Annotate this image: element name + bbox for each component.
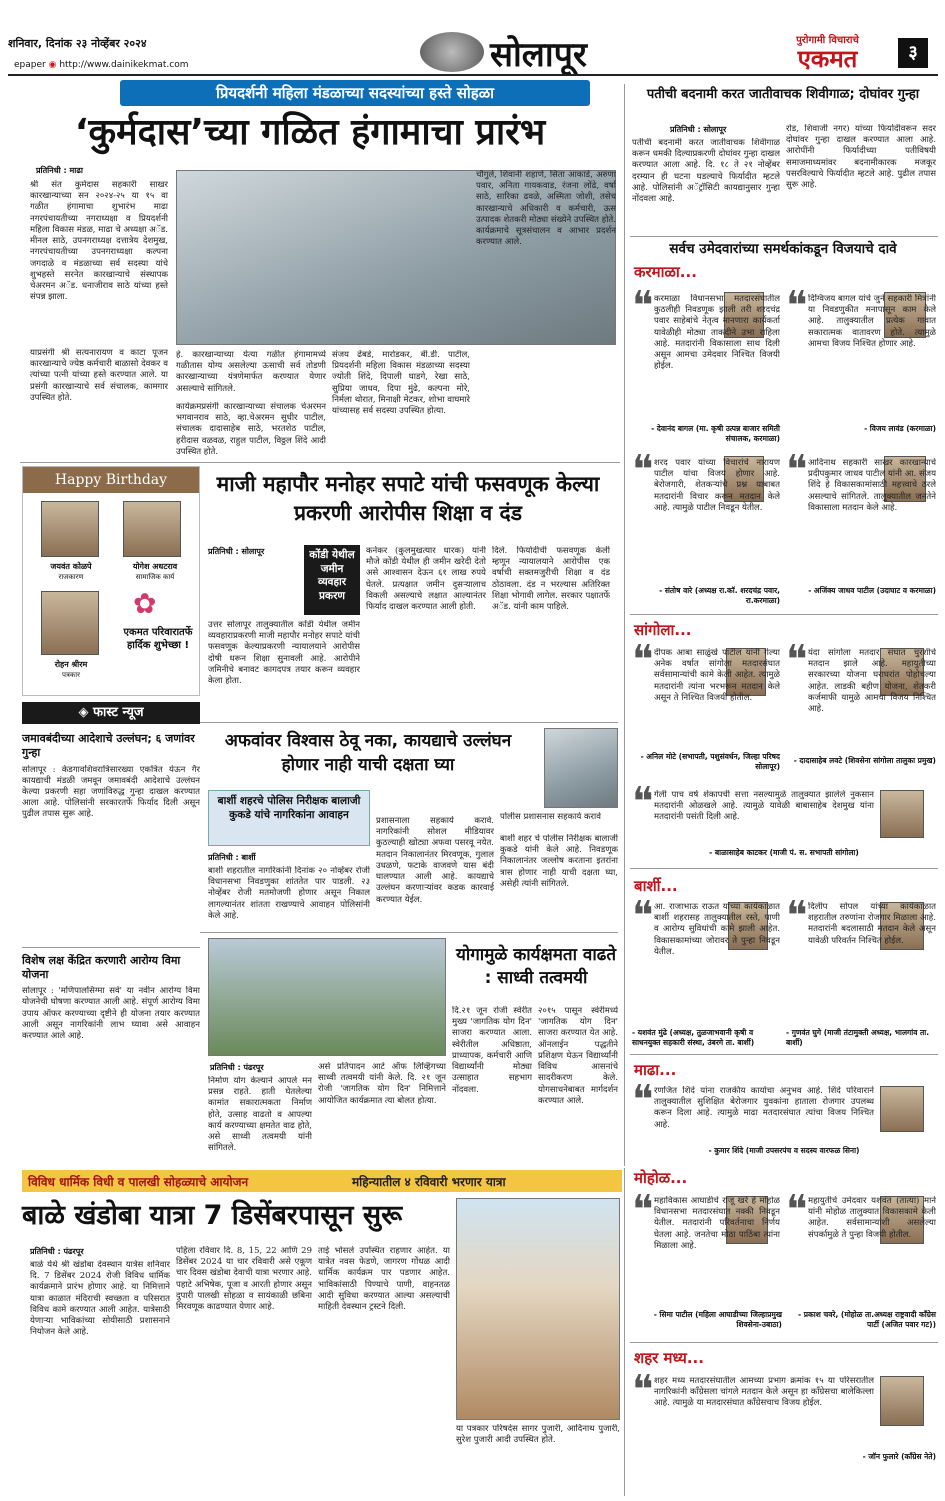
- region-label-madha: माढा...: [634, 1061, 677, 1079]
- claim-madha-1-by: - कुमार शिंदे (माजी उपसरपंच व सदस्य वारफळ सिना): [708, 1146, 860, 1155]
- rumor-photo-caption: पोलीस प्रशासनास सहकार्य करावे: [500, 812, 601, 822]
- rumor-headline: अफवांवर विश्वास ठेवू नका, कायद्याचे उल्लंघन होणार नाही याची दक्षता घ्या: [224, 731, 512, 775]
- defraud-col1: उत्तर सोलापूर तालुक्यातील कोंडी येथील जमीन व्यवहाराप्रकरणी माजी महापौर मनोहर सपाटे यांची फसवणूक केल्याप्रकरणी न्यायालयाने आरोपीस दोषी धरून शिक्षा सुनावली आहे. आरोपीने जमिनीचे बनावट कागदपत्र तयार करून व्यवहार केला होता.: [208, 620, 360, 687]
- region-divider: [630, 614, 938, 615]
- yoga-photo: [208, 938, 446, 1056]
- khandoba-col1: बाळे येथे श्री खंडोबा देवस्थान यात्रेस शनिवार दि. 7 डिसेंबर 2024 रोजी विविध धार्मिक कार्यक्रमाने प्रारंभ होणार आहे. या निमित्ताने यात्रा काळात मंदिराची स्वच्छता व परिसरात विविध कामे करण्यात आली आहेत. यात्रेसाठी येणाऱ्या भाविकांच्या सोयीसाठी प्रशासनाने नियोजन केले आहे.: [30, 1260, 170, 1338]
- claim-mohol-1-by: - सिमा पाटील (महिला आघाडीच्या जिल्हाप्रमुख शिवसेना-उबाठा): [653, 1310, 782, 1329]
- fast-news-column: [22, 702, 200, 1282]
- avatar: [123, 501, 181, 557]
- yoga-col4: २०१५ पासून स्वेरीमध्ये 'जागतिक योग दिन' साजरा करण्यात येत आहे. ऑनलाईन पद्धतीने प्रशिक्षण घेऊन विद्यार्थ्यांनी विविध आसनांचे सादरीकरण केले. योगसाधनेबाबत मार्गदर्शन करण्यात आले.: [538, 1006, 618, 1106]
- quote-icon: ❝: [632, 283, 654, 329]
- claim-mohol-2: महायुतीचे उमेदवार यशवंत (तात्या) माने यांनी मोहोळ तालुक्यात विकासकामे केली आहेत. सर्वसामान्यांशी असलेल्या संपर्कामुळे ते पुन्हा विजयी होतील.: [808, 1196, 936, 1240]
- right-column-rule-bottom: [624, 1168, 625, 1496]
- lead-headline: ‘कुर्मदास’च्या गळित हंगामाचा प्रारंभ: [74, 112, 546, 153]
- right-column-rule: [624, 84, 625, 1166]
- claims-headline: सर्वच उमेदवारांच्या समर्थकांकडून विजयाचे दावे: [669, 241, 897, 257]
- lead-credit: प्रतिनिधी : माढा: [36, 166, 83, 175]
- masthead: [0, 0, 945, 80]
- birthday-title: Happy Birthday: [23, 467, 199, 493]
- defraud-headline: माजी महापौर मनोहर सपाटे यांची फसवणूक केल्या प्रकरणी आरोपीस शिक्षा व दंड: [216, 472, 600, 526]
- region-divider: [630, 868, 938, 869]
- quote-icon: ❝: [632, 1367, 654, 1413]
- lead-col2: हे. कारखान्याच्या येत्या गळीत हंगामामध्ये गळीतास योग्य असलेल्या ऊसाची सर्व तोडणी कारखान्याच्या यंत्रणेमार्फत करण्यात येणार असल्याचे सांगितले.: [176, 350, 326, 394]
- brand-tagline: पुरोगामी विचाराचे: [796, 35, 859, 46]
- claim-karmala-1-by: - देवानंद बागल (मा. कृषी उत्पन्न बाजार समिती संचालक, करमाळा): [651, 424, 780, 443]
- epaper-line[interactable]: epaper ◉ http://www.dainikekmat.com: [14, 60, 189, 70]
- claim-karmala-4: आदिनाथ सहकारी साखर कारखान्याचे प्रदीपकुमार जाधव पाटील यांनी आ. संजय शिंदे हे विकासकामांसाठी महत्त्वाचे ठरले असल्याचे सांगितले. तालुक्यातील जनतेने विकासाला मतदान केले आहे.: [808, 458, 936, 513]
- lead-col1: श्री संत कुर्मदास सहकारी साखर कारखान्याच्या सन २०२४-२५ या १५ वा गळीत हंगामाचा शुभारंभ माढा नगरपंचायतीच्या नगराध्यक्षा व प्रियदर्शनी महिला विकास मंडळ, माढा चे अध्यक्षा अॅड. मीनल साठे, उपनगराध्यक्ष दत्तात्रेय देशमुख, नगरपंचायतीच्या उपनगराध्यक्षा कल्पना जगदाळे व मंडळाच्या सर्व सदस्या यांचे शुभहस्ते सरनेत कारखान्याचे संस्थापक चेअरमन अॅड. धनाजीराव साठे यांच्या हस्ते संपन्न झाला.: [30, 180, 168, 303]
- claim-karmala-3: शरद पवार यांच्या विचारांचे नारायण पाटील यांचा विजय होणार आहे. बेरोजगारी, शेतकऱ्यांचे प्रश्न याबाबत मतदारांनी विचार करून मतदान केले आहे. त्यामुळे पाटील निवडून येतील.: [654, 458, 780, 513]
- brand-logo: एकमत: [797, 45, 858, 73]
- quote-icon: ❝: [786, 893, 808, 939]
- claim-karmala-1: करमाळा विधानसभा मतदारसंघातील कुठलीही निवडणूक झाली तरी शरदचंद्र पवार साहेबांचे नेतृत्व मानणारा कार्यकर्ता यावेळीही मोठ्या ताकदीने उभा राहिला आहे. मतदारांनी विकासाला साथ दिली असून आमचा उमेदवार निश्चित विजयी होईल.: [654, 294, 780, 372]
- yoga-credit: प्रतिनिधी : पंढरपूर: [210, 1063, 264, 1072]
- quote-icon: ❝: [632, 1187, 654, 1233]
- rumor-col1: बार्शी शहरातील नागरिकांनी दिनांक २० नोव्हेंबर रोजी विधानसभा निवडणुका शांततेत पार पाडली. २३ नोव्हेंबर रोजी मतमोजणी होणार असून निकाल लागल्यानंतर शांतता राखण्याचे आवाहन पोलिसांनी केले आहे.: [208, 866, 370, 921]
- defraud-col3: दिले. फिर्यादीची फसवणूक केली म्हणून न्यायालयाने आरोपीस एक वर्षाची सक्तमजुरीची शिक्षा व दंड ठोठावला. दंड न भरल्यास अतिरिक्त शिक्षा भोगावी लागेल. सरकार पक्षातर्फे अॅड. यांनी काम पाहिले.: [492, 546, 610, 613]
- birthday-box: [22, 466, 200, 696]
- claim-sangola-2-by: - दादासाहेब लवटे (शिवसेना सांगोला तालुका प्रमुख): [793, 756, 936, 765]
- avatar: [41, 591, 99, 655]
- defraud-divider: [200, 722, 618, 723]
- rumor-subbox-text: बार्शी शहरचे पोलिस निरीक्षक बालाजी कुकडे यांचे नागरिकांना आवाहन: [217, 795, 361, 821]
- quote-icon: ❝: [786, 1187, 808, 1233]
- birthday-role-3: पत्रकार: [62, 671, 80, 679]
- claim-shahar-1: शहर मध्य मतदारसंघातील आमच्या प्रभाग क्रमांक १५ या परिसरातील नागरिकांनी काँग्रेसला चांगले मतदान केले असून हा काँग्रेसचा बालेकिल्ला आहे. त्यामुळे या मतदारसंघात काँग्रेसचाच विजय होईल.: [654, 1376, 874, 1409]
- fast-news-head-1: जमावबंदीच्या आदेशाचे उल्लंघन; ६ जणांवर गुन्हा: [22, 732, 195, 760]
- right-top-credit: प्रतिनिधी : सोलापूर: [670, 125, 727, 134]
- brand-box: [765, 32, 890, 76]
- region-label-mohol: मोहोळ...: [634, 1169, 688, 1187]
- lead-kicker: प्रियदर्शनी महिला मंडळाच्या सदस्यांच्या हस्ते सोहळा: [216, 84, 494, 102]
- region-divider: [630, 1342, 938, 1343]
- claim-barshi-2-by: - गुणवंत घुगे (माजी तंटामुक्ती अध्यक्ष, भालगांव ता. बार्शी): [786, 1028, 930, 1047]
- epaper-url[interactable]: http://www.dainikekmat.com: [59, 60, 189, 70]
- claim-sangola-1: दीपक आबा साळुंखे पाटील यांनी गेल्या अनेक वर्षात सांगोला मतदारसंघात सर्वसामान्यांची कामे केली आहेत. त्यामुळे मतदारांनी त्यांना भरभरून मतदान केले असून ते निश्चित विजयी होतील.: [654, 648, 780, 703]
- rumor-col2: प्रशासनाला सहकार्य करावे. नागरिकांनी सोशल मीडियावर कुठल्याही खोट्या अफवा पसरवू नयेत. मतदान निकालानंतर मिरवणूक, गुलाल उधळणे, फटाके वाजवणे यास बंदी घालण्यात आली आहे. कायद्याचे उल्लंघन करणाऱ्यांवर कडक कारवाई करण्यात येईल.: [376, 816, 494, 905]
- tulip-icon: ✿: [133, 587, 157, 620]
- avatar: [41, 501, 99, 557]
- lead-col3: संजय ढेंबडे, मारोडकर, बी.डी. पाटील, प्रियदर्शनी महिला विकास मंडळाच्या सदस्या ज्योती शिंदे, दिपाली घाडगे, रेखा साठे, सुप्रिया जाधव, दिपा मुंढे, कल्पना मोरे, निर्मला थोरात, मिनाक्षी मेटकर, शोभा वाघमारे यांच्यासह सर्व सदस्या उपस्थित होत्या.: [332, 350, 470, 417]
- defraud-credit: प्रतिनिधी : सोलापूर: [208, 547, 265, 556]
- khandoba-photo-caption: या पत्रकार परिषदेस सागर पुजारी, आदिनाथ पुजारी, सुरेश पुजारी आदी उपस्थित होते.: [456, 1424, 620, 1446]
- lead-divider: [20, 462, 620, 463]
- yoga-headline: योगामुळे कार्यक्षमता वाढते : साध्वी तत्वमयी: [455, 945, 617, 988]
- quote-icon: ❝: [632, 447, 654, 493]
- banner-left: विविध धार्मिक विधी व पालखी सोहळ्याचे आयोजन: [28, 1175, 249, 1189]
- region-label-barshi: बार्शी...: [634, 877, 678, 895]
- birthday-role-1: राजकारण: [58, 573, 84, 581]
- section-banner: [22, 1170, 622, 1192]
- birthday-wish: एकमत परिवारातर्फे हार्दिक शुभेच्छा !: [123, 627, 193, 651]
- claim-shahar-1-by: - जॉन फुलारे (काँग्रेस नेते): [862, 1452, 936, 1461]
- lead-col1b: याप्रसंगी श्री सत्यनारायण व काटा पूजन कारखान्याचे ज्येष्ठ कर्मचारी बाळासो देवकर व त्यांच्या पत्नी यांच्या हस्ते करण्यात आले. या प्रसंगी कारखान्याचे सर्व संचालक, कामगार उपस्थित होते.: [30, 348, 168, 403]
- right-top-divider: [630, 236, 938, 237]
- claim-mohol-1: महाविकास आघाडीचे राजू खरे हे मोहोळ विधानसभा मतदारसंघात नक्की निवडून येतील. मतदारांनी परिवर्तनाचा निर्णय घेतला आहे. जनतेचा मोठा पाठिंबा त्यांना मिळाला आहे.: [654, 1196, 780, 1251]
- right-top-col2: रोड, शिवाजी नगर) यांच्या फिर्यादीवरून सदर दोघांवर गुन्हा दाखल करण्यात आला आहे. आरोपींनी फिर्यादीच्या पतीविषयी समाजमाध्यमांवर बदनामीकारक मजकूर पसरविल्याचे फिर्यादीत म्हटले आहे. पुढील तपास सुरू आहे.: [786, 124, 936, 191]
- quote-icon: ❝: [786, 637, 808, 683]
- quote-icon: ❝: [632, 1077, 654, 1123]
- lead-col2b: कार्यक्रमप्रसंगी कारखान्याच्या संचालक चेअरमन भगवानराव साठे, व्हा.चेअरमन सुधीर पाटील, संचालक दादासाहेब साठे, भरतशेठ पाटील, हरीदास वळवळ, राहुल पाटील, विठ्ठल शिंदे आदी उपस्थित होते.: [176, 402, 326, 457]
- yoga-col3: दि.२१ जून रोजी स्वेरीत मुख्य 'जागतिक योग दिन' साजरा करण्यात आला. स्वेरीतील अधिष्ठाता, प्राध्यापक, कर्मचारी आणि विद्यार्थ्यांनी मोठ्या उत्साहात सहभाग नोंदवला.: [452, 1006, 532, 1095]
- claim-barshi-1: आ. राजाभाऊ राऊत यांच्या कार्यकाळात बार्शी शहरासह तालुक्यातील रस्ते, पाणी व आरोग्य सुविधांची कामे झाली आहेत. विकासकामांच्या जोरावर ते पुन्हा निवडून येतील.: [654, 902, 780, 957]
- rumor-col3: बार्शी शहर चे पोलीस निरीक्षक बालाजी कुकडे यांनी केले आहे. निवडणूक निकालानंतर जल्लोष करताना इतरांना त्रास होणार नाही याची दक्षता घ्या, असेही त्यांनी सांगितले.: [500, 834, 618, 889]
- right-top-headline: पतीची बदनामी करत जातीवाचक शिवीगाळ; दोघांवर गुन्हा: [646, 87, 920, 102]
- khandoba-credit: प्रतिनिधी : पंढरपूर: [30, 1247, 84, 1256]
- claim-sangola-3: गेली पाच वर्ष शेकापची सत्ता नसल्यामुळे तालुक्यात झालेले नुकसान मतदारांनी ओळखले आहे. त्यामुळे यावेळी बाबासाहेब देशमुख यांना मतदारांनी पसंती दिली आहे.: [654, 790, 874, 823]
- quote-icon: ❝: [632, 893, 654, 939]
- khandoba-headline: बाळे खंडोबा यात्रा 7 डिसेंबरपासून सुरू: [22, 1200, 403, 1231]
- rumor-photo: [544, 728, 618, 808]
- right-top-col1: पतीची बदनामी करत जातीवाचक शिवीगाळ करून धमकी दिल्याप्रकरणी दोघांवर गुन्हा दाखल करण्यात आला आहे. दि. १८ ते २१ नोव्हेंबर दरम्यान ही घटना घडल्याचे फिर्यादीत म्हटले आहे. पोलिसांनी अॅट्रॉसिटी कायद्यानुसार गुन्हा नोंदवला आहे.: [632, 138, 780, 205]
- yoga-col2: असे प्रतिपादन आर्ट ऑफ लिव्हिंगच्या साध्वी तत्वमयी यांनी केले. दि. २१ जून रोजी 'जागतिक योग दिन' निमित्ताने आयोजित कार्यक्रमात त्या बोलत होत्या.: [318, 1062, 446, 1106]
- date-line: शनिवार, दिनांक २३ नोव्हेंबर २०२४: [8, 37, 147, 50]
- bell-icon: ◈: [78, 705, 93, 720]
- masthead-emblem-icon: [420, 32, 484, 72]
- fast-news-body-2: सोलापूर : 'मणिपालसिग्मा सर्व' या नवीन आरोग्य विमा योजनेची घोषणा करण्यात आली आहे. संपूर्ण आरोग्य विमा उपाय ऑफर करण्याच्या दृष्टीने ही योजना तयार करण्यात आली असून नागरिकांनी लाभ घ्यावा असे आवाहन करण्यात आले आहे.: [22, 986, 200, 1042]
- claim-barshi-1-by: - यशवंत मुंढे (अध्यक्ष, तुळजाभवानी कृषी व साधनयुक्त सहकारी संस्था, उंबरगे ता. बार्शी): [632, 1028, 755, 1047]
- birthday-role-2: सामाजिक कार्य: [135, 573, 175, 581]
- fast-news-body-1: सोलापूर : केडगावशिवरात्रिसारख्या एकत्रित येऊन गैर कायद्याची मंडळी जमवून जमावबंदी आदेशाचे उल्लंघन केल्या प्रकरणी सहा जणांविरुद्ध गुन्हा दाखल करण्यात आला आहे. पोलिसांनी सरकारतर्फे फिर्याद दिली असून पुढील तपास सुरू आहे.: [22, 764, 200, 820]
- avatar: [880, 1376, 924, 1426]
- defraud-box: [304, 545, 360, 615]
- claim-madha-1: रणजित शिंदे यांना राजकीय कार्याचा अनुभव आहे. शिंदे परिवाराने तालुक्यातील सुशिक्षित बेरोजगार युवकांना हाताला रोजगार उपलब्ध करून दिला आहे. त्यामुळे माढा मतदारसंघात त्यांचा विजय निश्चित आहे.: [654, 1086, 874, 1130]
- khandoba-col3: ताई भोसले उपस्थित राहणार आहेत. या यात्रेत नवस फेडणे, जागरण गोंधळ आदी धार्मिक कार्यक्रम पार पडणार आहेत. भाविकांसाठी पिण्याचे पाणी, वाहनतळ आदी सुविधा करण्यात आल्या असल्याची माहिती देवस्थान ट्रस्टने दिली.: [318, 1246, 450, 1313]
- lead-kicker-bar: [120, 80, 590, 106]
- avatar: [880, 1086, 924, 1132]
- rumor-divider: [200, 932, 618, 933]
- lead-col4: चौगुले, शिवानी शहाणे, सिता आकाडे, अरुणा पवार, अनिता गायकवाड, रंजना लोंढे, वर्षा साठे, सारिका ढवळे, अस्मिता जोशी, तसेच कारखान्याचे अधिकारी व कर्मचारी, ऊस उत्पादक शेतकरी मोठ्या संख्येने उपस्थित होते. कार्यक्रमाचे सूत्रसंचालन व आभार प्रदर्शन करण्यात आले.: [476, 170, 616, 248]
- quote-icon: ❝: [786, 447, 808, 493]
- fast-news-head-2: विशेष लक्ष केंद्रित करणारी आरोग्य विमा योजना: [22, 953, 181, 981]
- quote-icon: ❝: [632, 637, 654, 683]
- region-label-karmala: करमाळा...: [634, 263, 697, 281]
- region-label-shahar-madhya: शहर मध्य...: [634, 1349, 704, 1367]
- claim-karmala-2-by: - विजय लावंड (करमाळा): [864, 424, 936, 433]
- quote-icon: ❝: [786, 283, 808, 329]
- fast-news-header: ◈ फास्ट न्यूज: [22, 702, 200, 724]
- rumor-credit: प्रतिनिधी : बार्शी: [208, 853, 256, 862]
- khandoba-temple-photo: [456, 1198, 620, 1420]
- birthday-name-3: रोहन श्रीरम: [54, 660, 88, 669]
- defraud-box-text: कोंडी येथील जमीन व्यवहार प्रकरण: [309, 549, 355, 602]
- region-divider: [630, 1054, 938, 1055]
- quote-icon: ❝: [632, 779, 654, 825]
- region-label-sangola: सांगोला...: [634, 621, 692, 639]
- banner-right: महिन्यातील ४ रविवारी भरणार यात्रा: [352, 1175, 506, 1189]
- claim-sangola-3-by: - बाळासाहेब काटकर (माजी पं. स. सभापती सांगोला): [709, 848, 859, 857]
- claim-karmala-3-by: - संतोष वारे (अध्यक्ष रा.कॉ. शरदचंद्र पवार, रा.करमाळा): [659, 586, 780, 605]
- page-number: ३: [898, 38, 928, 68]
- globe-icon: ◉: [48, 60, 57, 70]
- khandoba-col2: पहिला रविवार दि. 8, 15, 22 आणि 29 डिसेंबर 2024 या चार रविवारी असे एकूण चार दिवस खंडोबा देवाची यात्रा भरणार आहे. पहाटे अभिषेक, पूजा व आरती होणार असून दुपारी पालखी सोहळा व सायंकाळी छबिना मिरवणूक काढण्यात येणार आहे.: [176, 1246, 312, 1313]
- avatar: [880, 790, 924, 838]
- defraud-col2: कनेकर (कुलमुखत्यार धारक) यांनी मौजे कोंडी येथील ही जमीन खरेदी देतो असे आश्वासन देऊन ६१ लाख रुपये घेतले. प्रत्यक्षात जमीन दुसऱ्यालाच विकली असल्याचे लक्षात आल्यानंतर फिर्याद दाखल करण्यात आली होती.: [366, 546, 486, 613]
- birthday-name-2: योगेश अधटराव: [132, 562, 178, 571]
- claim-barshi-2: दिलीप सोपल यांच्या कार्यकाळात शहरातील तरुणांना रोजगार मिळाला आहे. मतदारांनी बदलासाठी मतदान केले असून यावेळी परिवर्तन निश्चित होईल.: [808, 902, 936, 946]
- claim-karmala-2: दिग्विजय बागल यांचे जुने सहकारी मित्रांनी या निवडणुकीत मनापासून काम केले आहे. तालुक्यातील प्रत्येक गावात सकारात्मक वातावरण होते. त्यामुळे आमचा विजय निश्चित होणार आहे.: [808, 294, 936, 349]
- yoga-col1: निर्माण योग केल्याने आपले मन प्रसन्न राहते. हाती घेतलेल्या कामांत सकारात्मकता निर्माण होते, उत्साह वाढतो व आपल्या कार्य करण्याच्या क्षमतेत वाढ होते, असे साध्वी तत्वमयी यांनी सांगितले.: [208, 1076, 312, 1154]
- masthead-rule: [8, 74, 938, 76]
- claim-sangola-2: यंदा सांगोला मतदार संघात चुरशीचे मतदान झाले आहे. महायुतीच्या सरकारच्या योजना घराघरांत पोहोचल्या आहेत. लाडकी बहीण योजना, शेतकरी कर्जमाफी यामुळे आमचा विजय निश्चित आहे.: [808, 648, 936, 715]
- claim-karmala-4-by: - अजिंक्य जाधव पाटील (उदाघाट व करमाळा): [808, 586, 936, 595]
- claim-sangola-1-by: - अनिल मोटे (सभापती, पशुसंवर्धन, जिल्हा परिषद सोलापूर): [640, 752, 780, 771]
- fast-news-divider: [22, 947, 200, 948]
- birthday-name-1: जयवंत कोळपे: [50, 562, 92, 571]
- city-title: सोलापूर: [490, 35, 587, 75]
- claim-mohol-2-by: - प्रकाश चवरे, (मोहोळ ता.अध्यक्ष राष्ट्रवादी काँग्रेस पार्टी (अजित पवार गट)): [798, 1310, 936, 1329]
- rumor-subbox: [208, 790, 370, 846]
